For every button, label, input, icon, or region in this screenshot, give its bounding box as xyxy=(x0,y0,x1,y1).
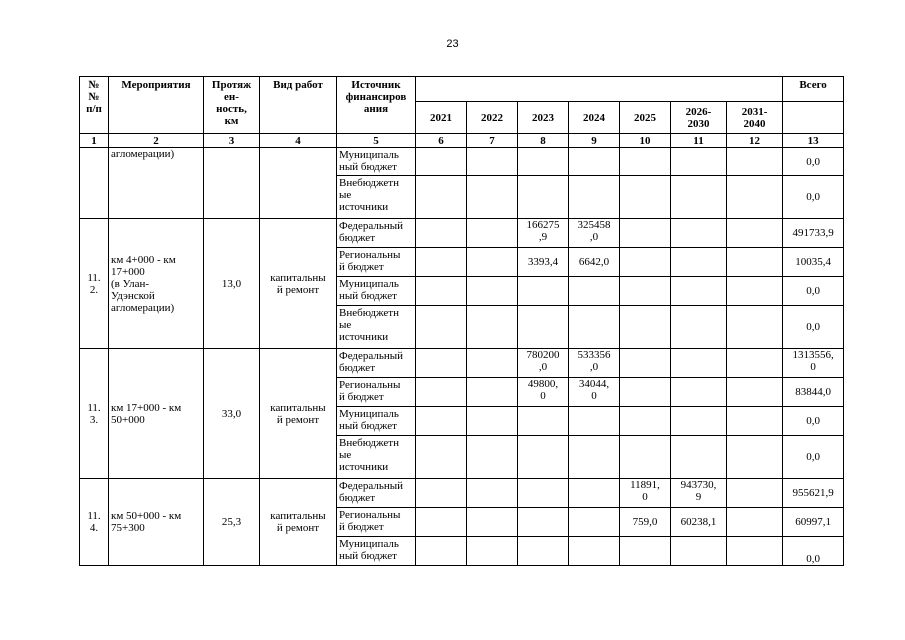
value-cell: 166275 ,9 xyxy=(518,219,569,248)
col-number: 5 xyxy=(337,134,416,148)
source-regional: Региональны й бюджет xyxy=(337,508,416,537)
value-cell: 34044, 0 xyxy=(569,378,620,407)
event-cell: км 17+000 - км 50+000 xyxy=(109,349,204,479)
value-cell: 11891, 0 xyxy=(620,479,671,508)
source-federal: Федеральный бюджет xyxy=(337,219,416,248)
total-cell: 0,0 xyxy=(783,537,844,566)
col-number: 2 xyxy=(109,134,204,148)
header-work-type: Вид работ xyxy=(260,77,337,134)
total-cell: 0,0 xyxy=(783,407,844,436)
total-cell: 0,0 xyxy=(783,436,844,479)
header-years-group xyxy=(416,77,783,102)
length-cell xyxy=(204,148,260,219)
col-number: 6 xyxy=(416,134,467,148)
total-cell: 60997,1 xyxy=(783,508,844,537)
header-source: Источник финансиров ания xyxy=(337,77,416,134)
length-cell: 33,0 xyxy=(204,349,260,479)
total-cell: 1313556, 0 xyxy=(783,349,844,378)
event-cell: км 50+000 - км 75+300 xyxy=(109,479,204,566)
source-municipal: Муниципаль ный бюджет xyxy=(337,277,416,306)
header-year: 2031- 2040 xyxy=(727,102,783,134)
header-year: 2023 xyxy=(518,102,569,134)
value-cell: 780200 ,0 xyxy=(518,349,569,378)
value-cell: 759,0 xyxy=(620,508,671,537)
length-cell: 25,3 xyxy=(204,479,260,566)
header-year: 2024 xyxy=(569,102,620,134)
row-num-cell: 11. 4. xyxy=(80,479,109,566)
page-number: 23 xyxy=(446,38,459,50)
source-municipal: Муниципаль ный бюджет xyxy=(337,407,416,436)
total-cell: 0,0 xyxy=(783,277,844,306)
work-type-cell: капитальны й ремонт xyxy=(260,349,337,479)
source-municipal: Муниципаль ный бюджет xyxy=(337,537,416,566)
col-number: 1 xyxy=(80,134,109,148)
value-cell: 49800, 0 xyxy=(518,378,569,407)
row-num-cell: 11. 2. xyxy=(80,219,109,349)
header-year: 2026- 2030 xyxy=(671,102,727,134)
total-cell: 0,0 xyxy=(783,176,844,219)
source-extrabudgetary: Внебюджетн ые источники xyxy=(337,436,416,479)
source-regional: Региональны й бюджет xyxy=(337,248,416,277)
header-total: Всего xyxy=(783,77,844,102)
col-number: 11 xyxy=(671,134,727,148)
col-number: 4 xyxy=(260,134,337,148)
total-cell: 491733,9 xyxy=(783,219,844,248)
col-number: 3 xyxy=(204,134,260,148)
value-cell: 3393,4 xyxy=(518,248,569,277)
total-cell: 955621,9 xyxy=(783,479,844,508)
value-cell: 943730, 9 xyxy=(671,479,727,508)
total-cell: 83844,0 xyxy=(783,378,844,407)
work-type-cell xyxy=(260,148,337,219)
value-cell: 60238,1 xyxy=(671,508,727,537)
header-total-blank xyxy=(783,102,844,134)
work-type-cell: капитальны й ремонт xyxy=(260,219,337,349)
header-year: 2022 xyxy=(467,102,518,134)
value-cell: 325458 ,0 xyxy=(569,219,620,248)
row-num-cell: 11. 3. xyxy=(80,349,109,479)
col-number: 13 xyxy=(783,134,844,148)
funding-table xyxy=(79,76,844,566)
source-regional: Региональны й бюджет xyxy=(337,378,416,407)
total-cell: 0,0 xyxy=(783,148,844,176)
row-num-cell xyxy=(80,148,109,219)
header-num: № № п/п xyxy=(80,77,109,134)
event-cell: км 4+000 - км 17+000 (в Улан- Удэнской агломерации) xyxy=(109,219,204,349)
col-number: 7 xyxy=(467,134,518,148)
work-type-cell: капитальны й ремонт xyxy=(260,479,337,566)
source-municipal: Муниципаль ный бюджет xyxy=(337,148,416,176)
header-length: Протяж ен- ность, км xyxy=(204,77,260,134)
source-federal: Федеральный бюджет xyxy=(337,349,416,378)
header-year: 2021 xyxy=(416,102,467,134)
source-federal: Федеральный бюджет xyxy=(337,479,416,508)
source-extrabudgetary: Внебюджетн ые источники xyxy=(337,306,416,349)
source-extrabudgetary: Внебюджетн ые источники xyxy=(337,176,416,219)
header-event: Мероприятия xyxy=(109,77,204,134)
length-cell: 13,0 xyxy=(204,219,260,349)
col-number: 9 xyxy=(569,134,620,148)
col-number: 8 xyxy=(518,134,569,148)
event-cell: агломерации) xyxy=(109,148,204,219)
total-cell: 0,0 xyxy=(783,306,844,349)
col-number: 12 xyxy=(727,134,783,148)
header-year: 2025 xyxy=(620,102,671,134)
col-number: 10 xyxy=(620,134,671,148)
total-cell: 10035,4 xyxy=(783,248,844,277)
value-cell: 6642,0 xyxy=(569,248,620,277)
value-cell: 533356 ,0 xyxy=(569,349,620,378)
